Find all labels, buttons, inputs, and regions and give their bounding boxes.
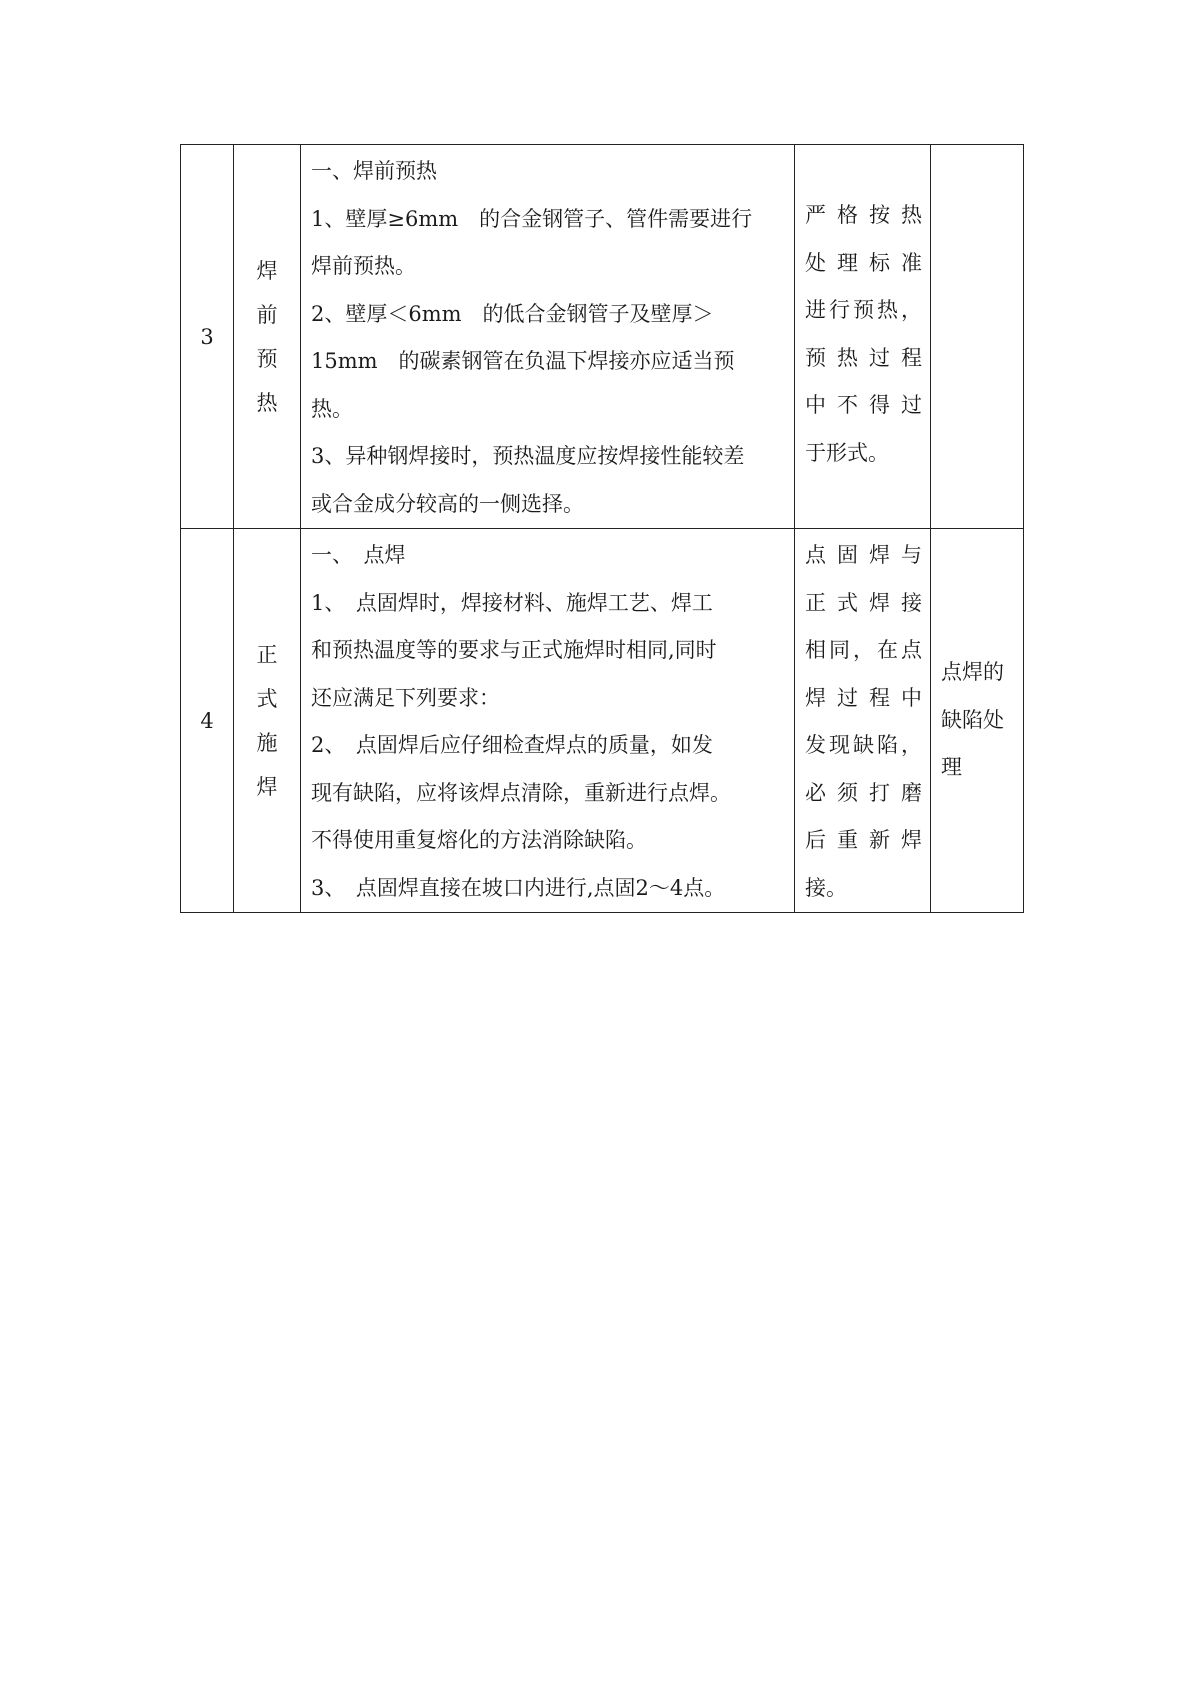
requirement-line: 接。 (805, 875, 847, 900)
content-line: 15mm 的碳素钢管在负温下焊接亦应适当预 (311, 349, 735, 373)
step-name-char: 焊 (256, 774, 278, 799)
welding-process-table (180, 144, 1024, 913)
content-line: 1、壁厚≥6mm 的合金钢管子、管件需要进行 (311, 206, 753, 231)
remark-line: 理 (941, 755, 962, 780)
step-content (301, 529, 795, 913)
requirement-line: 中不得过 (805, 393, 922, 417)
table-row (181, 145, 1024, 529)
requirement-line: 正式焊接 (805, 590, 922, 615)
step-name-char: 前 (256, 302, 278, 327)
table-row (181, 529, 1024, 913)
content-line: 和预热温度等的要求与正式施焊时相同,同时 (311, 638, 717, 662)
content-line: 2、 点固焊后应仔细检查焊点的质量，如发 (311, 733, 713, 757)
requirement-line: 后重新焊 (805, 828, 922, 852)
step-name (234, 529, 301, 913)
remark-line: 缺陷处 (941, 707, 1004, 732)
row-number: 4 (181, 529, 234, 913)
step-name-char: 施 (256, 730, 278, 755)
step-content (301, 145, 795, 529)
requirement-line: 点固焊与 (805, 543, 922, 567)
remark-cell (931, 145, 1024, 529)
quality-requirement (795, 145, 931, 529)
step-name-char: 正 (256, 642, 278, 667)
content-line: 3、异种钢焊接时，预热温度应按焊接性能较差 (311, 444, 745, 468)
content-line: 3、 点固焊直接在坡口内进行,点固2～4点。 (311, 875, 726, 900)
content-line: 还应满足下列要求： (311, 685, 500, 710)
requirement-line: 发现缺陷， (805, 733, 922, 757)
content-line: 1、 点固焊时，焊接材料、施焊工艺、焊工 (311, 590, 713, 615)
requirement-line: 预热过程 (805, 345, 922, 370)
content-line: 焊前预热。 (311, 254, 416, 278)
content-line: 一、 点焊 (311, 543, 406, 567)
content-line: 一、焊前预热 (311, 159, 437, 183)
content-line: 热。 (311, 396, 353, 421)
requirement-line: 于形式。 (805, 440, 889, 465)
content-line: 现有缺陷，应将该焊点清除，重新进行点焊。 (311, 780, 731, 805)
requirement-line: 进行预热， (805, 298, 922, 322)
step-name (234, 145, 301, 529)
requirement-line: 焊过程中 (805, 685, 922, 710)
remark-line: 点焊的 (941, 660, 1004, 685)
step-name-char: 焊 (256, 258, 278, 283)
content-line: 2、壁厚＜6mm 的低合金钢管子及壁厚＞ (311, 301, 714, 326)
requirement-line: 必须打磨 (805, 780, 922, 805)
content-line: 或合金成分较高的一侧选择。 (311, 491, 584, 516)
row-number: 3 (181, 145, 234, 529)
remark-cell (931, 529, 1024, 913)
requirement-line: 相同，在点 (805, 638, 922, 662)
step-name-char: 热 (256, 390, 278, 415)
step-name-char: 式 (256, 686, 278, 711)
content-line: 不得使用重复熔化的方法消除缺陷。 (311, 828, 647, 852)
requirement-line: 严格按热 (805, 203, 922, 227)
step-name-char: 预 (256, 346, 278, 371)
requirement-line: 处理标准 (805, 250, 922, 275)
quality-requirement (795, 529, 931, 913)
